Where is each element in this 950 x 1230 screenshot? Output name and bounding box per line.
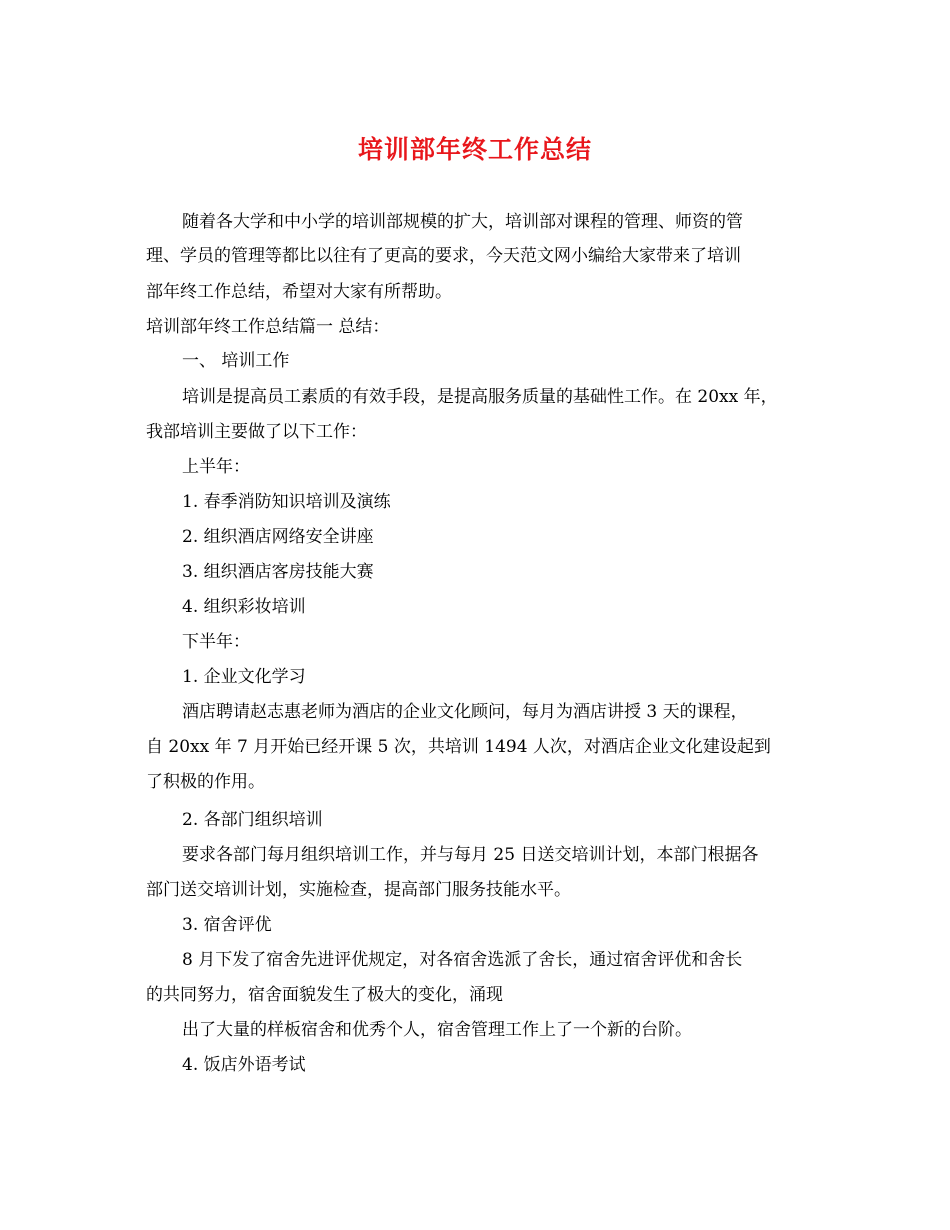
subsection-heading: 一、 培训工作 <box>182 351 290 371</box>
list-item: 4. 组织彩妆培训 <box>182 597 306 617</box>
paragraph-line: 要求各部门每月组织培训工作，并与每月 25 日送交培训计划，本部门根据各 <box>182 845 759 865</box>
list-item: 1. 企业文化学习 <box>182 667 306 687</box>
section-heading: 培训部年终工作总结篇一 总结： <box>146 317 390 337</box>
paragraph-line: 酒店聘请赵志惠老师为酒店的企业文化顾问，每月为酒店讲授 3 天的课程， <box>182 702 748 722</box>
paragraph-line: 理、学员的管理等都比以往有了更高的要求，今天范文网小编给大家带来了培训 <box>146 246 741 266</box>
paragraph-line: 部门送交培训计划，实施检查，提高部门服务技能水平。 <box>146 880 571 900</box>
paragraph-line: 随着各大学和中小学的培训部规模的扩大，培训部对课程的管理、师资的管 <box>182 212 743 232</box>
list-item: 2. 各部门组织培训 <box>182 810 323 830</box>
list-item: 2. 组织酒店网络安全讲座 <box>182 527 374 547</box>
document-title: 培训部年终工作总结 <box>357 135 592 164</box>
list-item: 3. 宿舍评优 <box>182 915 272 935</box>
paragraph-line: 出了大量的样板宿舍和优秀个人，宿舍管理工作上了一个新的台阶。 <box>182 1020 692 1040</box>
paragraph-line: 的共同努力，宿舍面貌发生了极大的变化，涌现 <box>146 985 503 1005</box>
period-heading: 下半年： <box>182 632 250 652</box>
paragraph-line: 培训是提高员工素质的有效手段，是提高服务质量的基础性工作。在 20xx 年， <box>182 387 778 407</box>
list-item: 3. 组织酒店客房技能大赛 <box>182 562 374 582</box>
paragraph-line: 8 月下发了宿舍先进评优规定，对各宿舍选派了舍长，通过宿舍评优和舍长 <box>182 950 743 970</box>
period-heading: 上半年： <box>182 457 250 477</box>
paragraph-line: 我部培训主要做了以下工作： <box>146 422 367 442</box>
list-item: 4. 饭店外语考试 <box>182 1055 306 1075</box>
paragraph-line: 部年终工作总结，希望对大家有所帮助。 <box>146 282 452 302</box>
list-item: 1. 春季消防知识培训及演练 <box>182 492 391 512</box>
paragraph-line: 自 20xx 年 7 月开始已经开课 5 次，共培训 1494 人次，对酒店企业文化建设起到 <box>146 737 771 757</box>
paragraph-line: 了积极的作用。 <box>146 772 265 792</box>
